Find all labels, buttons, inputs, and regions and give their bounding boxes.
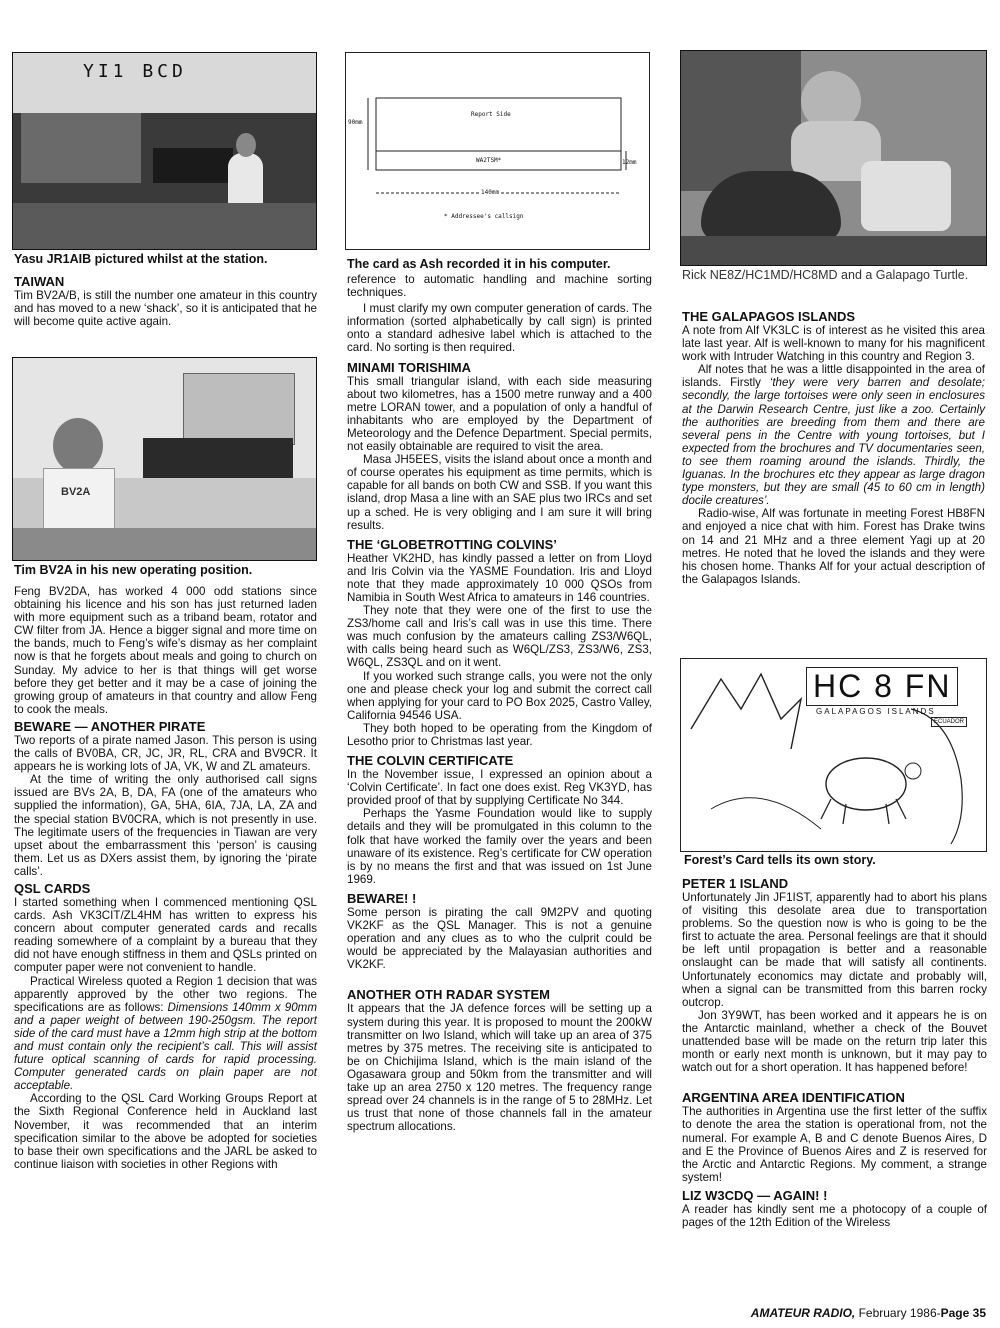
para-oth: It appears that the JA defence forces will be setting up a system during this year. It is proposed to mount the 200kW transmitter on Iwo Island, which will take up an area of 375 metres by 375 metres. The receiving site is anticipated to be on Chichijima Island, which is the main island of the Ogasawara group and 50km from the transmitter and will take up an area 2750 x 120 metres. The frequency range spread over 24 channels is in the range of 5 to 28MHz. Let us trust that none of those channels fall in the amateur spectrum allocations.: [347, 1002, 652, 1134]
para-beware: Some person is pirating the call 9M2PV and quoting VK2KF as the QSL Manager. This is not a genuine operation and any clues as to who the culprit could be would be appreciated by the Malayasian authorities and VK2KF.: [347, 905, 652, 972]
photo-jr1aib-station: [12, 52, 317, 250]
para-galapagos-2-quote: ‘they were very barren and desolate; secondly, the large tortoises were only seen in enclosures at the Darwin Research Centre, just like a zoo. Certainly the authorities are breeding from them and there are several pens in the Centre with young tortoises, but I expected from the brochures and TV documentaries seen, to see them roaming around the islands. Thirdly, the Iguanas. In the brochures etc they appear as large dragon type monsters, but they are small (45 to 60 cm in length) docile creatures’.: [682, 376, 985, 508]
para-galapagos-3: Radio-wise, Alf was fortunate in meeting Forest HB8FN and enjoyed a nice chat with him. Forest has Drake twins on 14 and 21 MHz and a three element Yagi up at 20 metres. He noted that he loved the islands and they were his chosen home. Thanks Alf for your actual description of the Galapagos Islands.: [682, 507, 985, 586]
caption-card: Forest’s Card tells its own story.: [684, 853, 876, 867]
para-cert-2: Perhaps the Yasme Foundation would like to supply details and they will be promulgated in this column to the folk that have worked the family over the years and been unaware of its existence. Reg’s certificate for CW operation is by no means the first and that was issued on 1st June 1969.: [347, 807, 652, 886]
heading-taiwan: TAIWAN: [14, 274, 65, 289]
para-pirate-2: At the time of writing the only authorised call signs issued are BVs 2A, B, DA, FA (one of the amateurs who supplied the information), GA, 5HA, 6IA, 7JA, LA, ZA and the special station BV0CRA, which is not presently in use. The legitimate users of the frequencies in Tiawan are very upset about the embarrassment this ‘person’ is causing them. Let us as DXers assist them, by ignoring the ‘pirate calls’.: [14, 773, 317, 878]
para-colvins-1: Heather VK2HD, has kindly passed a letter on from Lloyd and Iris Colvin via the YASME Foundation. Iris and Lloyd note that they made approximately 10 000 QSOs from Namibia in South West Africa to amateurs in 146 countries.: [347, 551, 652, 604]
card-country: ECUADOR: [931, 717, 967, 727]
diag-dim-140: 140mm: [481, 189, 500, 196]
para-qsl-3: According to the QSL Card Working Groups Report at the Sixth Regional Conference held in Auckland last November, it was recommended that an interim specification similar to the above be adopted for societies to base their own specifications and the JARL be asked to continue liaison with societies in other Regions with: [14, 1092, 317, 1171]
photo-rick-turtle: [680, 50, 987, 266]
para-liz: A reader has kindly sent me a photocopy of a couple of pages of the 12th Edition of the Wireless: [682, 1202, 987, 1229]
para-continued: reference to automatic handling and machine sorting techniques.: [347, 273, 652, 300]
caption-jr1aib: Yasu JR1AIB pictured whilst at the station.: [14, 252, 268, 266]
para-colvins-2: They note that they were one of the first to use the ZS3/home call and Iris’s call was in use this time. There was much confusion by the amateurs calling ZS3/W6QL, with calls being heard such as W6QL/ZS3, ZS3/W6, ZS3, W6QL, ZS3QL and on it went.: [347, 604, 652, 670]
card-callsign: HC 8 FN: [806, 667, 958, 706]
heading-qsl: QSL CARDS: [14, 880, 91, 896]
para-qsl-2-spec: Dimensions 140mm x 90mm and a paper weight of between 190-250gsm. The report side of the card must have a 12mm high strip at the bottom and must contain only the recipient’s call. This will assist future optical scanning of cards for rapid processing. Computer generated cards on plain paper are not acceptable.: [14, 1000, 317, 1093]
caption-rick: Rick NE8Z/HC1MD/HC8MD and a Galapago Turtle.: [682, 268, 969, 282]
diag-dim-90: 90mm: [348, 119, 363, 126]
heading-certificate: THE COLVIN CERTIFICATE: [347, 753, 514, 769]
para-minami-2: Masa JH5EES, visits the island about once a month and of course operates his equipment as time permits, which is capable for all bands on both CW and SSB. If you want this island, drop Masa a line with an SAE plus two IRCs and set up a sched. He is very obliging and I am sure it will bring results.: [347, 453, 652, 532]
caption-bv2a: Tim BV2A in his new operating position.: [14, 563, 253, 577]
heading-oth-radar: ANOTHER OTH RADAR SYSTEM: [347, 987, 550, 1003]
qsl-card-diagram: [345, 52, 650, 250]
para-argentina: The authorities in Argentina use the first letter of the suffix to denote the area the station is operational from, not the numeral. For example A, B and C denote Buenos Aires, D and E the Province of Buenos Aires and Z is reserved for the Arctic and Antarctic Regions. My comment, a strange system!: [682, 1105, 987, 1184]
heading-liz: LIZ W3CDQ — AGAIN! !: [682, 1187, 828, 1203]
heading-peter-1: PETER 1 ISLAND: [682, 876, 789, 891]
page-footer: [751, 1306, 986, 1320]
para-galapagos-2: [682, 363, 985, 507]
para-feng: Feng BV2DA, has worked 4 000 odd stations since obtaining his licence and his son has just returned laden with more equipment such as a triband beam, rotator and CW filter from JA. Hence a bigger signal and more time on the bands, much to Feng’s wife’s dismay as her complaint now is that he forgets about meals and going to church on Sunday. My advice to her is that things will get worse before they get better and it may be a case of joining the growing group of amateurs in that country and allow Feng to cook the meals.: [14, 585, 317, 716]
photo-bv2a-operating: [12, 357, 317, 561]
para-qsl-2: [14, 975, 317, 1093]
para-minami-1: This small triangular island, with each side measuring about two kilometres, has a 1500 metre runway and a 400 metre LORAN tower, and a population of only a handful of inhabitants who are employed by the Department of Meteorology and the Defence Department. Special permits, not easily obtainable are required to visit the area.: [347, 374, 652, 454]
para-galapagos-1: A note from Alf VK3LC is of interest as he visited this area late last year. Alf is well-known to many for his magnificent work with Intruder Watching in this country and Region 3.: [682, 324, 985, 364]
para-own-cards: I must clarify my own computer generation of cards. The information (sorted alphabetically by call sign) is printed onto a standard adhesive label which is attached to the card. No sorting is then required.: [347, 302, 652, 355]
diag-call-box: WA2TSM*: [476, 157, 502, 164]
para-qsl-1: I started something when I commenced mentioning QSL cards. Ash VK3CIT/ZL4HM has written to express his concern about computer generated cards and recalls reading somewhere of a complaint by a bureau that they did not have enough stiffness in them and QSLs printed on computer paper were not convenient to handle.: [14, 895, 317, 975]
heading-minami: MINAMI TORISHIMA: [347, 359, 471, 375]
para-galapagos-2-text: Alf notes that he was a little disappointed in the area of islands. Firstly: [682, 363, 985, 390]
para-peter-1: Unfortunately Jin JF1IST, apparently had to abort his plans of visiting this desolate area due to transportation problems. So the question now is who is going to be the first to actuate the area. Personal feelings are that it should be left until propagation is better and a reasonable onslaught can be made that will satisfy all continents. Unfortunately economics may dictate and probably will, when a signal can be transmitted from this barren rocky outcrop.: [682, 891, 987, 1009]
para-cert-1: In the November issue, I expressed an opinion about a ‘Colvin Certificate’. In fact one does exist. Reg VK3YD, has provided proof of that by supplying Certificate No 344.: [347, 768, 652, 808]
hc8fn-qsl-card: [680, 658, 987, 852]
para-qsl-2-text: Practical Wireless quoted a Region 1 decision that was apparently approved by the other two regions. The specifications are as follows:: [14, 974, 317, 1014]
para-colvins-3: If you worked such strange calls, you were not the only one and please check your log and submit the correct call when applying for your card to PO Box 2025, Castro Valley, California 94546 USA.: [347, 669, 652, 722]
shirt-text: BV2A: [61, 486, 91, 498]
card-subtitle: GALAPAGOS ISLANDS: [816, 707, 936, 716]
heading-pirate: BEWARE — ANOTHER PIRATE: [14, 718, 206, 734]
footer-magazine: AMATEUR RADIO,: [750, 1306, 856, 1320]
diag-dim-12: 12mm: [622, 159, 637, 166]
wall-sign: YI1 BCD: [83, 61, 187, 82]
para-taiwan: Tim BV2A/B, is still the number one amateur in this country and has moved to a new ‘shack’, so it is anticipated that he will become quite active again.: [14, 289, 317, 329]
diag-note: * Addressee's callsign: [444, 213, 524, 220]
para-pirate-1: Two reports of a pirate named Jason. This person is using the calls of BV0BA, CR, JC, JR, RL, CRA and BV9CR. It appears he is working lots of JA, VK, W and ZL amateurs.: [14, 733, 317, 774]
heading-colvins: THE ‘GLOBETROTTING COLVINS’: [347, 536, 557, 552]
heading-beware: BEWARE! !: [347, 890, 417, 906]
diag-report-side: Report Side: [471, 111, 511, 118]
heading-galapagos: THE GALAPAGOS ISLANDS: [682, 309, 856, 324]
para-colvins-4: They both hoped to be operating from the Kingdom of Lesotho prior to Christmas last year.: [347, 721, 652, 748]
footer-date: February 1986-: [855, 1306, 941, 1320]
caption-diagram: The card as Ash recorded it in his computer.: [347, 257, 611, 271]
footer-page: Page 35: [940, 1306, 986, 1320]
para-peter-2: Jon 3Y9WT, has been worked and it appears he is on the Antarctic mainland, whether a check of the Bouvet unattended base will be made on the return trip later this month or early next month is unknown, but it may pay to watch out for a short operation. It has happened before!: [682, 1008, 987, 1075]
heading-argentina: ARGENTINA AREA IDENTIFICATION: [682, 1090, 905, 1106]
